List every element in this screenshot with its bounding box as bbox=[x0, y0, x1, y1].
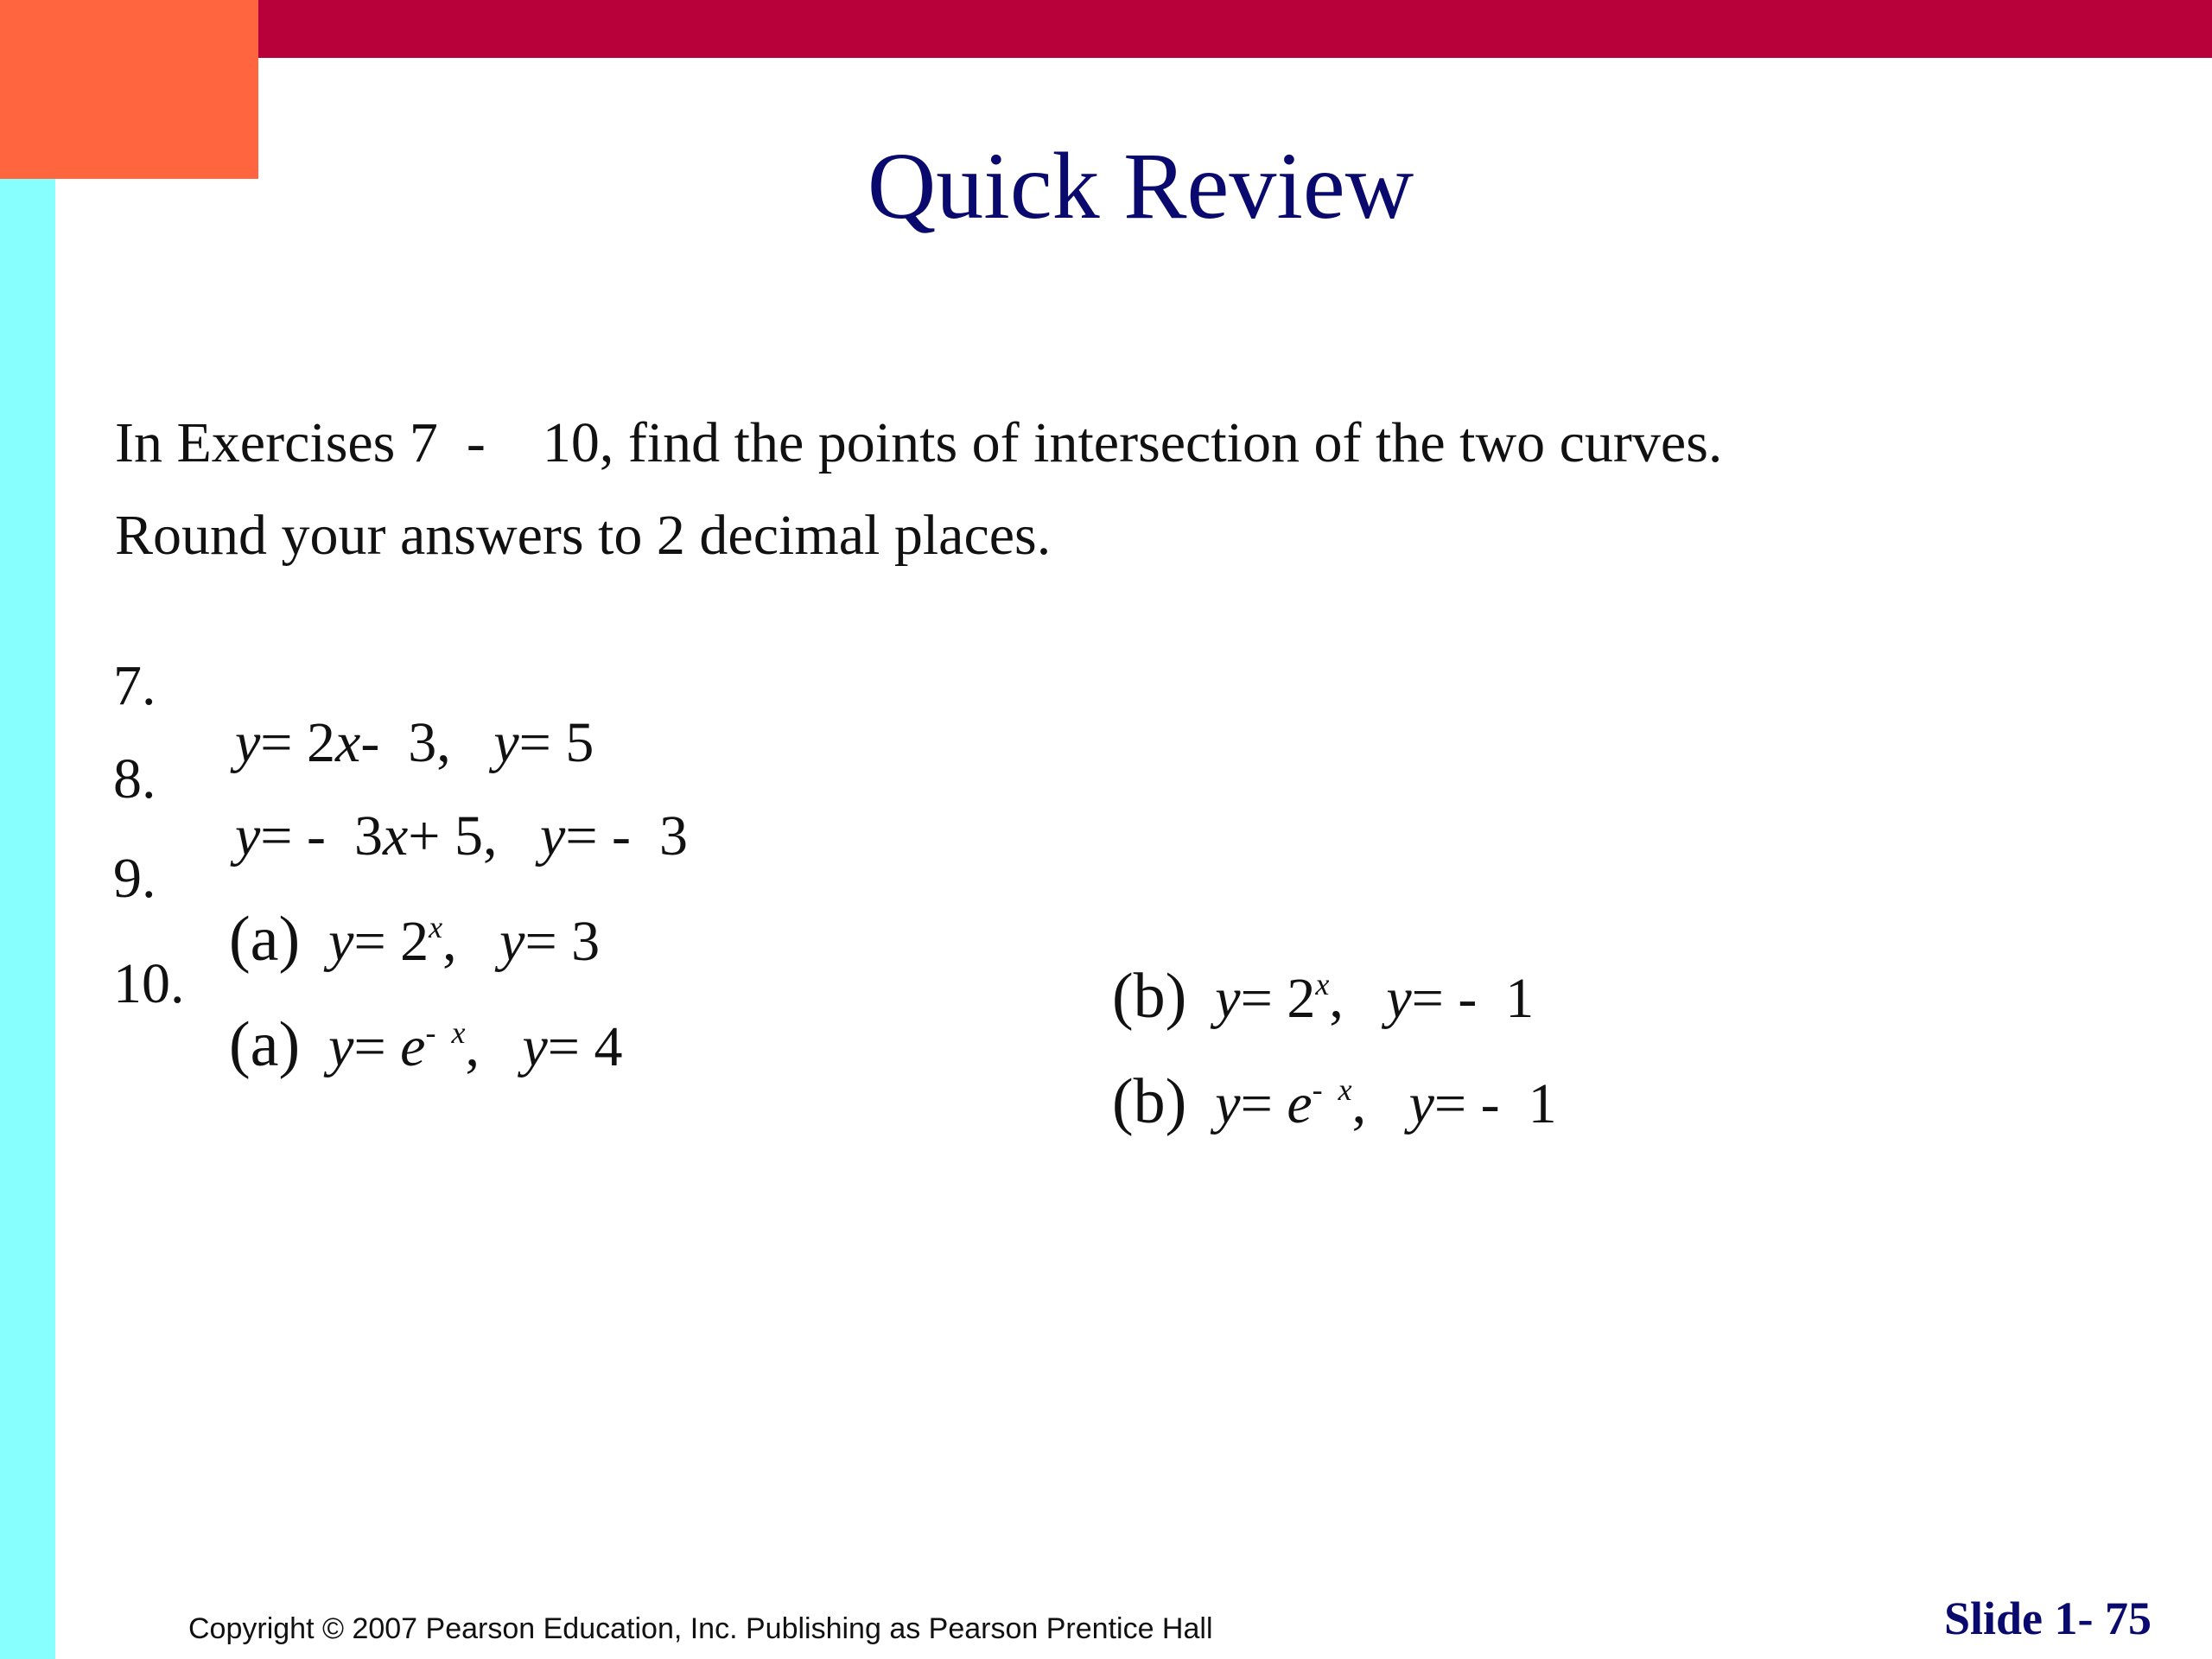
intro-line-1: In Exercises 7 - 10, find the points of intersection of the two curves. bbox=[115, 411, 1723, 474]
top-accent-bar bbox=[258, 0, 2212, 58]
intro-line-2: Round your answers to 2 decimal places. bbox=[115, 504, 1052, 567]
exercise-7 bbox=[0, 601, 2212, 774]
exercise-10-part-a: (a) $y= e^{- x}$, y= 4 bbox=[229, 1009, 623, 1080]
exercise-9-part-a: (a) $y= 2^x$, y= 3 bbox=[229, 904, 601, 975]
exercise-8 bbox=[0, 694, 2212, 868]
exercise-7-equations: y= 2x- 3, y= 5 bbox=[235, 711, 594, 774]
exercise-number: 8. bbox=[113, 747, 156, 810]
exercise-9-part-b: (b) $y= 2^x$, y= - 1 bbox=[1112, 961, 1535, 1032]
slide-title: Quick Review bbox=[867, 133, 1414, 238]
copyright-notice: Copyright © 2007 Pearson Education, Inc. Publishing as Pearson Prentice Hall bbox=[188, 1612, 1213, 1645]
exercise-number: 10. bbox=[113, 952, 185, 1015]
exercise-8-equations: y= - 3x+ 5, y= - 3 bbox=[235, 804, 689, 868]
slide-number: Slide 1- 75 bbox=[1943, 1592, 2152, 1644]
exercise-number: 7. bbox=[113, 654, 156, 717]
exercise-number: 9. bbox=[113, 847, 156, 910]
exercise-10-part-b: (b) $y= e^{- x}$, y= - 1 bbox=[1112, 1066, 1557, 1137]
